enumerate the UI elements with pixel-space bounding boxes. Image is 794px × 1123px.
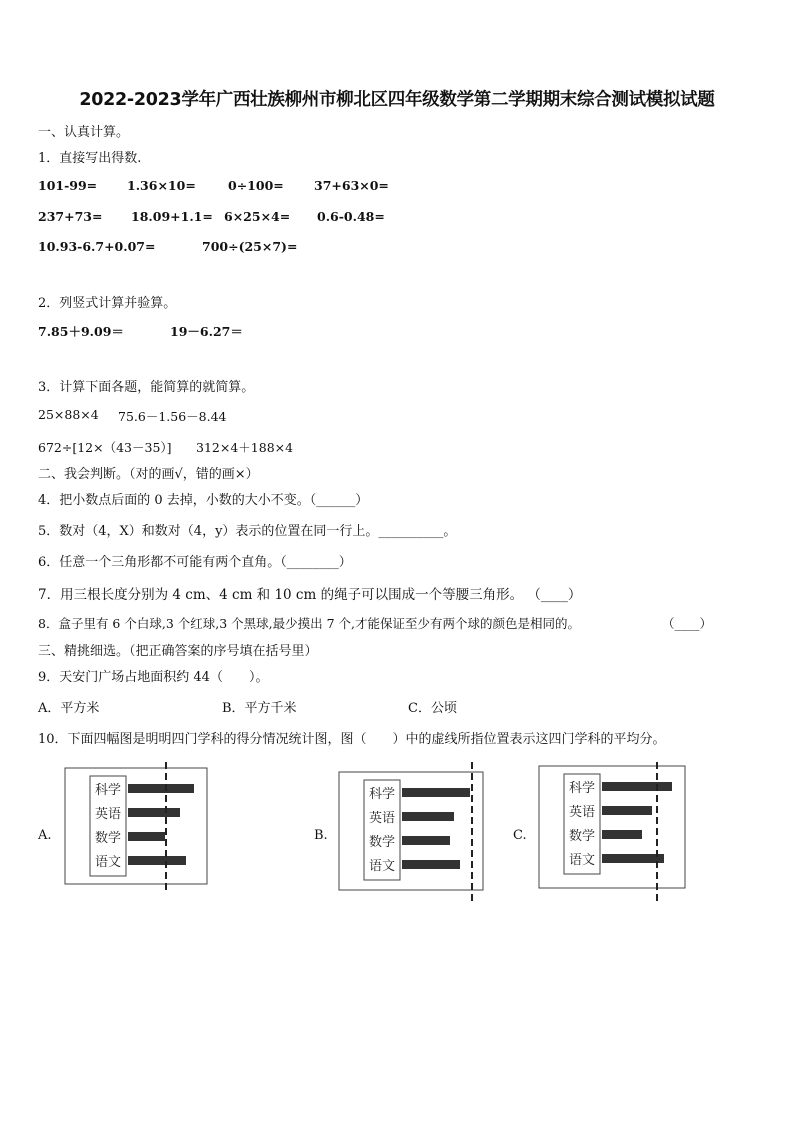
- bar-chart-a: [64, 762, 208, 890]
- q1-item: 1.36×10=: [127, 178, 196, 193]
- question-6: 6．任意一个三角形都不可能有两个直角。（________）: [38, 555, 352, 570]
- q1-item: 0.6-0.48=: [317, 209, 385, 224]
- q1-item: 700÷(25×7)=: [202, 239, 298, 254]
- q1-item: 0÷100=: [228, 178, 284, 193]
- score-bar: [602, 830, 642, 839]
- question-5: 5．数对（4，X）和数对（4，y）表示的位置在同一行上。__________。: [38, 524, 457, 539]
- score-bar: [602, 782, 672, 791]
- score-bar: [128, 832, 165, 841]
- chart-svg: [538, 762, 686, 904]
- q2-item: 7.85＋9.09＝: [38, 324, 124, 339]
- question-10-stem: 10．下面四幅图是明明四门学科的得分情况统计图，图（ ）中的虚线所指位置表示这四门学科的平均分。: [38, 732, 666, 747]
- question-8-answer-paren: （____）: [662, 616, 713, 631]
- q1-item: 18.09+1.1=: [131, 209, 213, 224]
- section-heading-3: 三、精挑细选。（把正确答案的序号填在括号里）: [38, 644, 318, 659]
- q1-item: 37+63×0=: [314, 178, 389, 193]
- subject-label: 科学: [568, 781, 596, 796]
- question-1-heading: 1．直接写出得数.: [38, 151, 142, 166]
- score-bar: [402, 836, 450, 845]
- q1-item: 6×25×4=: [224, 209, 291, 224]
- subject-label: 数学: [94, 831, 122, 846]
- subject-label: 语文: [94, 855, 122, 870]
- question-4: 4．把小数点后面的 0 去掉，小数的大小不变。（______）: [38, 493, 369, 508]
- bar-chart-b: [338, 762, 484, 904]
- section-heading-1: 一、认真计算。: [38, 125, 130, 140]
- q9-option-c: C．公顷: [408, 701, 457, 716]
- q9-option-b: B．平方千米: [222, 701, 297, 716]
- subject-label: 数学: [568, 829, 596, 844]
- q1-item: 237+73=: [38, 209, 103, 224]
- section-heading-2: 二、我会判断。（对的画√，错的画×）: [38, 467, 259, 482]
- subject-label: 英语: [94, 807, 122, 822]
- score-bar: [128, 808, 180, 817]
- subject-label: 语文: [368, 859, 396, 874]
- subject-label: 语文: [568, 853, 596, 868]
- question-9-stem: 9．天安门广场占地面积约 44（ ）。: [38, 670, 269, 685]
- chart-a-label: A.: [38, 828, 52, 843]
- chart-svg: [338, 762, 484, 904]
- question-8: 8．盒子里有 6 个白球,3 个红球,3 个黑球,最少摸出 7 个,才能保证至少有两个球的颜色是相同的。: [38, 616, 580, 631]
- q3-item: 312×4＋188×4: [196, 440, 294, 455]
- bar-chart-c: [538, 762, 686, 904]
- score-bar: [128, 784, 194, 793]
- score-bar: [402, 788, 470, 797]
- q1-item: 101-99=: [38, 178, 98, 193]
- score-bar: [402, 812, 454, 821]
- q9-option-a: A．平方米: [38, 701, 100, 716]
- score-bar: [128, 856, 186, 865]
- score-bar: [602, 806, 652, 815]
- question-3-heading: 3．计算下面各题，能简算的就简算。: [38, 380, 255, 395]
- q3-item: 25×88×4: [38, 407, 99, 422]
- subject-label: 科学: [94, 783, 122, 798]
- q1-item: 10.93-6.7+0.07=: [38, 239, 156, 254]
- subject-label: 英语: [568, 805, 596, 820]
- question-7: 7．用三根长度分别为 4 cm、4 cm 和 10 cm 的绳子可以围成一个等腰三角形。 （____）: [38, 587, 582, 603]
- score-bar: [602, 854, 664, 863]
- subject-label: 数学: [368, 835, 396, 850]
- page-title: 2022-2023学年广西壮族柳州市柳北区四年级数学第二学期期末综合测试模拟试题: [79, 90, 715, 110]
- q3-item: 672÷[12×（43－35）]: [38, 440, 172, 455]
- chart-b-label: B.: [314, 828, 328, 843]
- score-bar: [402, 860, 460, 869]
- q3-item: 75.6－1.56－8.44: [118, 409, 227, 424]
- subject-label: 英语: [368, 811, 396, 826]
- subject-label: 科学: [368, 787, 396, 802]
- question-2-heading: 2．列竖式计算并验算。: [38, 296, 177, 311]
- q2-item: 19－6.27＝: [170, 324, 243, 339]
- chart-svg: [64, 762, 208, 890]
- chart-c-label: C.: [513, 828, 527, 843]
